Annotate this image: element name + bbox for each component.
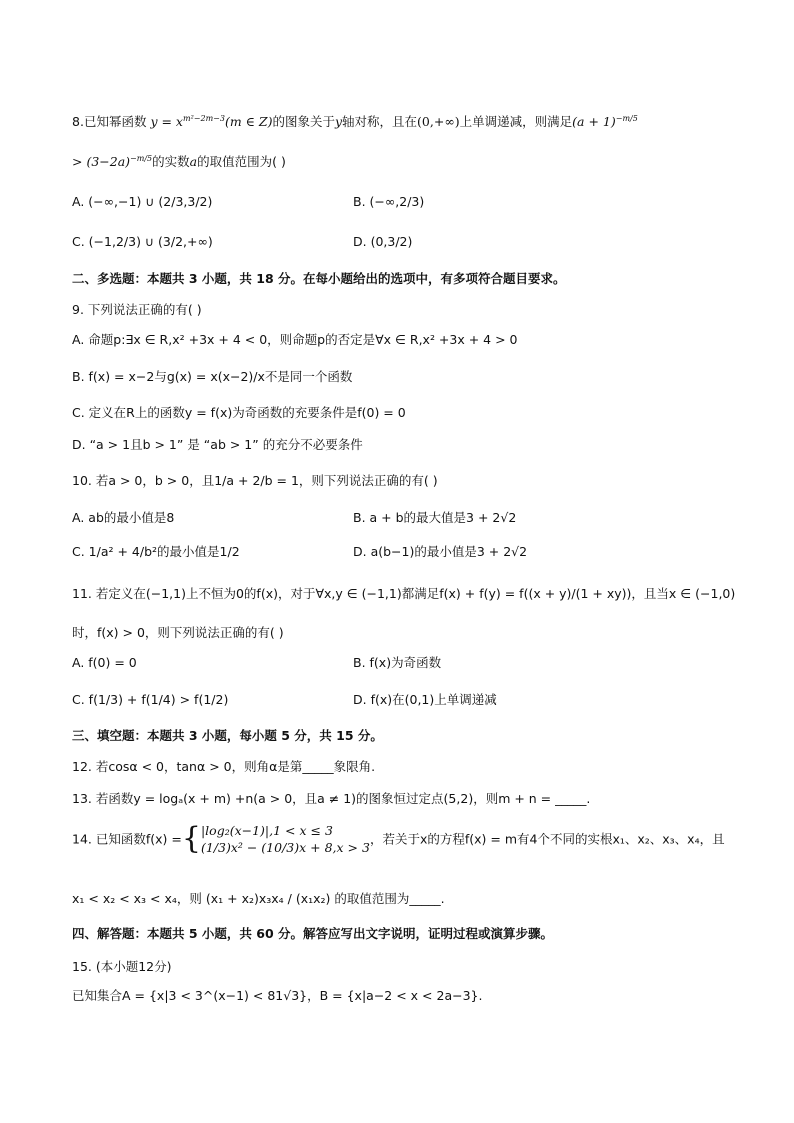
q15-body: 已知集合A = {x|3 < 3^(x−1) < 81√3}，B = {x|a−2 < x < 2a−3}. (72, 988, 483, 1003)
q10-option-c: C. 1/a² + 4/b²的最小值是1/2 (72, 544, 240, 559)
q14-line1: 14. 已知函数f(x) ={ |log₂(x−1)|,1 < x ≤ 3 (1/3)x² − (10/3)x + 8,x > 3 ，若关于x的方程f(x) = m有4个不同的实根x₁、x₂、x₃、x₄，且 (72, 821, 725, 856)
q8-option-b: B. (−∞,2/3) (353, 194, 425, 209)
q14-line2: x₁ < x₂ < x₃ < x₄，则 (x₁ + x₂)x₃x₄ / (x₁x₂) 的取值范围为_____. (72, 891, 445, 906)
q11-stem-line2: 时，f(x) > 0，则下列说法正确的有( ) (72, 625, 284, 640)
q11-option-b: B. f(x)为奇函数 (353, 655, 442, 670)
q8-line2: > $(3-2a)^{-m/5}$的实数a的取值范围为( ) (72, 153, 286, 169)
q15-header: 15. (本小题12分) (72, 959, 172, 974)
q9-option-c: C. 定义在R上的函数y = f(x)为奇函数的充要条件是f(0) = 0 (72, 405, 406, 420)
section-4-header: 四、解答题：本题共 5 小题，共 60 分。解答应写出文字说明，证明过程或演算步骤。 (72, 926, 554, 941)
q10-option-d: D. a(b−1)的最小值是3 + 2√2 (353, 544, 528, 559)
section-3-header: 三、填空题：本题共 3 小题，每小题 5 分，共 15 分。 (72, 728, 383, 743)
q14-piecewise: |log₂(x−1)|,1 < x ≤ 3 (1/3)x² − (10/3)x + 8,x > 3 (200, 823, 370, 855)
q9-option-d: D. “a > 1且b > 1” 是 “ab > 1” 的充分不必要条件 (72, 437, 363, 452)
q11-stem-line1: 11. 若定义在(−1,1)上不恒为0的f(x)，对于∀x,y ∈ (−1,1)都满足f(x) + f(y) = f((x + y)/(1 + xy))，且当x ∈ (−1,0) (72, 586, 736, 601)
q10-option-b: B. a + b的最大值是3 + 2√2 (353, 510, 517, 525)
q12: 12. 若cosα < 0，tanα > 0，则角α是第_____象限角. (72, 759, 376, 774)
q13: 13. 若函数y = logₐ(x + m) +n(a > 0，且a ≠ 1)的图象恒过定点(5,2)，则m + n = _____. (72, 791, 591, 806)
q9-option-b: B. f(x) = x−2与g(x) = x(x−2)/x不是同一个函数 (72, 369, 353, 384)
q9-stem: 9. 下列说法正确的有( ) (72, 302, 202, 317)
q8-option-d: D. (0,3/2) (353, 234, 413, 249)
q11-option-c: C. f(1/3) + f(1/4) > f(1/2) (72, 692, 229, 707)
section-2-header: 二、多选题：本题共 3 小题，共 18 分。在每小题给出的选项中，有多项符合题目要求。 (72, 271, 566, 286)
q8-option-a: A. (−∞,−1) ∪ (2/3,3/2) (72, 194, 213, 209)
q9-option-a: A. 命题p:∃x ∈ R,x² +3x + 4 < 0，则命题p的否定是∀x ∈ R,x² +3x + 4 > 0 (72, 332, 518, 347)
q10-option-a: A. ab的最小值是8 (72, 510, 175, 525)
q11-option-d: D. f(x)在(0,1)上单调递减 (353, 692, 497, 707)
q10-stem: 10. 若a > 0，b > 0，且1/a + 2/b = 1，则下列说法正确的有( ) (72, 473, 438, 488)
q8-line1: 8.已知幂函数 $y = x^{m^2-2m-3}(m$ ∈ Z)的图象关于y轴对称，且在(0,+∞)上单调递减，则满足$(a + 1)^{-m/5}$ (72, 113, 638, 129)
q11-option-a: A. f(0) = 0 (72, 655, 137, 670)
q8-option-c: C. (−1,2/3) ∪ (3/2,+∞) (72, 234, 213, 249)
